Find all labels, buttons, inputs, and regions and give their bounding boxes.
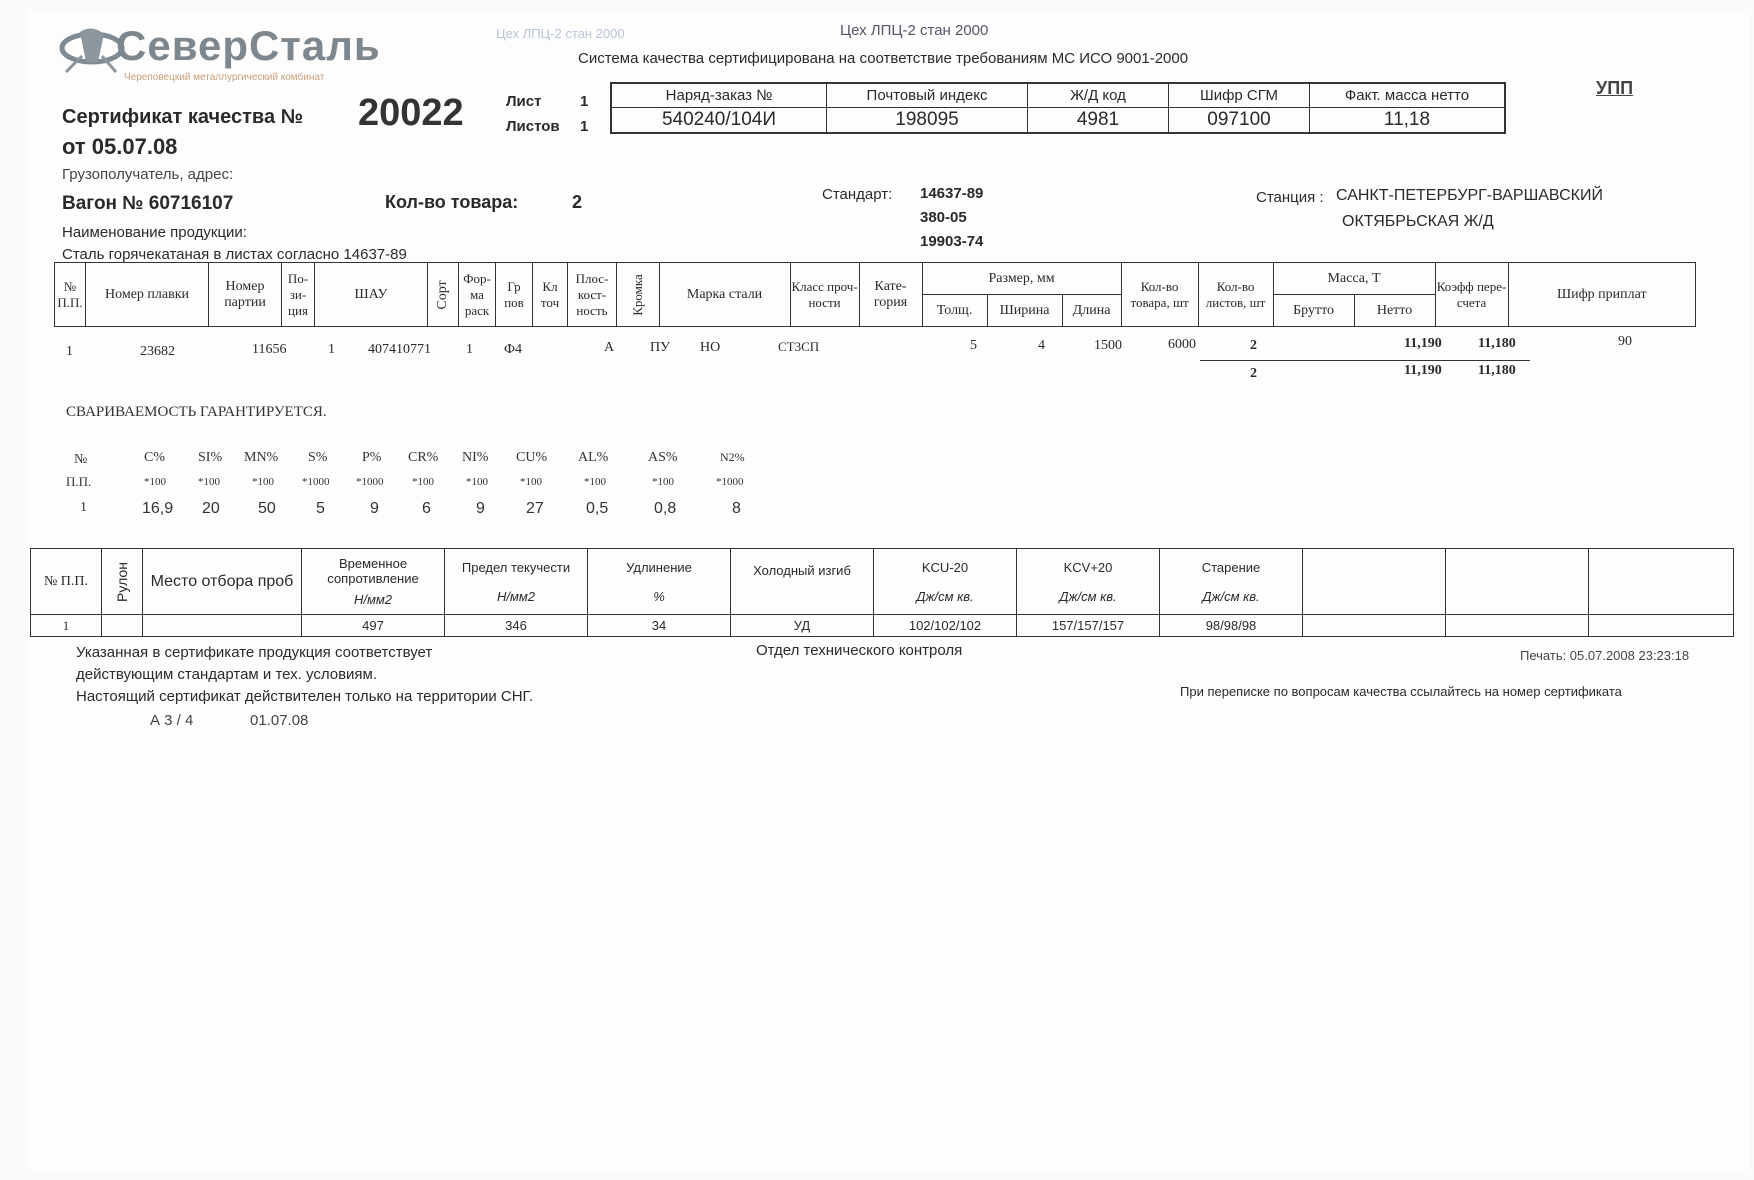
chem-cu-name: CU% xyxy=(516,450,548,465)
mech-col-elong-label: Удлинение xyxy=(626,559,692,575)
row-flatness: ПУ xyxy=(650,340,671,355)
conformity-line-2: действующим стандартам и тех. условиям. xyxy=(76,666,378,683)
rail-code-header: Ж/Д код xyxy=(1028,83,1169,107)
chem-mn-mult: *100 xyxy=(252,476,274,488)
mech-col-tensile-label: Временное сопротивление xyxy=(327,556,419,586)
chem-s-name: S% xyxy=(308,450,328,465)
row-melt: 23682 xyxy=(140,344,175,359)
sgm-code-header: Шифр СГМ xyxy=(1169,83,1310,107)
rail-code-value: 4981 xyxy=(1028,107,1169,133)
col-shau: ШАУ xyxy=(315,263,428,327)
mech-col-kcu-label: KCU-20 xyxy=(921,559,969,575)
mech-col-bend: Холодный изгиб xyxy=(731,549,874,615)
mech-col-kcu-unit: Дж/см кв. xyxy=(916,588,974,604)
col-accuracy: Кл точ xyxy=(533,263,568,327)
chem-si-val: 20 xyxy=(202,500,220,517)
chem-mn-val: 50 xyxy=(258,500,276,517)
mech-col-aging xyxy=(1160,549,1303,615)
order-number-header: Наряд-заказ № xyxy=(611,83,827,107)
mech-col-elong-unit: % xyxy=(653,588,665,604)
company-logo xyxy=(58,22,398,84)
net-mass-value: 11,18 xyxy=(1310,107,1506,133)
quality-system-note: Система качества сертифицирована на соответствие требованиям МС ИСО 9001-2000 xyxy=(578,50,1189,67)
chem-p-name: P% xyxy=(362,450,382,465)
col-grade: Марка стали xyxy=(659,263,790,327)
mech-col-place: Место отбора проб xyxy=(143,549,302,615)
chem-ni-mult: *100 xyxy=(466,476,488,488)
consignee-address-label: Грузополучатель, адрес: xyxy=(62,166,234,183)
mech-row-place xyxy=(143,615,302,637)
mech-row-empty-1 xyxy=(1303,615,1446,637)
row-shau: 407410771 xyxy=(368,342,431,357)
mech-row-yield: 346 xyxy=(445,615,588,637)
row-category: 5 xyxy=(970,338,977,353)
chem-cr-mult: *100 xyxy=(412,476,434,488)
product-table xyxy=(54,262,1696,327)
standard-3: 19903-74 xyxy=(920,233,984,250)
col-category: Кате- гория xyxy=(859,263,922,327)
railway-name: ОКТЯБРЬСКАЯ Ж/Д xyxy=(1342,213,1494,230)
col-flatness: Плос- кост- ность xyxy=(568,263,617,327)
standard-2: 380-05 xyxy=(920,209,967,226)
chem-num-label: № xyxy=(74,452,88,467)
total-gross: 11,190 xyxy=(1404,363,1442,378)
workshop-faint: Цех ЛПЦ-2 стан 2000 xyxy=(496,26,625,41)
sheet-value: 1 xyxy=(580,93,589,110)
sgm-code-value: 097100 xyxy=(1169,107,1310,133)
postal-code-header: Почтовый индекс xyxy=(827,83,1028,107)
workshop-label: Цех ЛПЦ-2 стан 2000 xyxy=(840,22,989,39)
row-net: 11,180 xyxy=(1478,336,1516,351)
chem-n2-val: 8 xyxy=(732,500,741,517)
chem-composition xyxy=(62,448,782,520)
mech-col-aging-label: Старение xyxy=(1201,559,1261,575)
row-form: Ф4 xyxy=(504,342,523,357)
col-sort-label: Сорт xyxy=(435,279,450,310)
row-length: 6000 xyxy=(1168,337,1196,352)
correspondence-note: При переписке по вопросам качества ссылайтесь на номер сертификата xyxy=(1180,684,1622,699)
chem-as-mult: *100 xyxy=(652,476,674,488)
col-group: Гр пов xyxy=(496,263,533,327)
qc-department: Отдел технического контроля xyxy=(756,642,963,659)
conformity-line-1: Указанная в сертификате продукция соответствует xyxy=(76,644,433,661)
chem-cr-name: CR% xyxy=(408,450,439,465)
mech-col-kcu xyxy=(874,549,1017,615)
mech-col-aging-unit: Дж/см кв. xyxy=(1202,588,1260,604)
chem-p-val: 9 xyxy=(370,500,379,517)
mech-col-yield-label: Предел текучести xyxy=(461,559,571,575)
upp-label: УПП xyxy=(1596,78,1634,98)
cert-label: Сертификат качества № xyxy=(62,106,303,128)
mech-col-tensile xyxy=(302,549,445,615)
mech-row-roll xyxy=(102,615,143,637)
wagon-number: Вагон № 60716107 xyxy=(62,193,234,214)
chem-cr-val: 6 xyxy=(422,500,431,517)
chem-s-val: 5 xyxy=(316,500,325,517)
sheets-value: 1 xyxy=(580,118,589,135)
row-gross: 11,190 xyxy=(1404,336,1442,351)
qty-label: Кол-во товара: xyxy=(385,192,519,212)
col-gross: Брутто xyxy=(1273,295,1354,327)
chem-mn-name: MN% xyxy=(244,450,279,465)
col-sort xyxy=(428,263,459,327)
chem-cu-mult: *100 xyxy=(520,476,542,488)
row-sort: 1 xyxy=(466,342,473,357)
qty-value: 2 xyxy=(572,192,583,212)
standard-label: Стандарт: xyxy=(822,186,893,203)
doc-code-date: 01.07.08 xyxy=(250,712,309,729)
order-info-table xyxy=(610,82,1506,134)
col-edge xyxy=(617,263,660,327)
order-number-value: 540240/104И xyxy=(611,107,827,133)
row-position: 1 xyxy=(328,342,335,357)
col-length: Длина xyxy=(1062,295,1121,327)
product-label: Наименование продукции: xyxy=(62,224,247,241)
col-code: Шифр приплат xyxy=(1508,263,1695,327)
row-code: 90 xyxy=(1618,334,1632,349)
mech-row-elong: 34 xyxy=(588,615,731,637)
sheet-label: Лист xyxy=(506,93,542,110)
net-mass-header: Факт. масса нетто xyxy=(1310,83,1506,107)
station-name: САНКТ-ПЕТЕРБУРГ-ВАРШАВСКИЙ xyxy=(1336,187,1603,204)
row-width: 1500 xyxy=(1094,338,1122,353)
col-size: Размер, мм xyxy=(922,263,1121,295)
logo-subtitle: Череповецкий металлургический комбинат xyxy=(124,72,325,83)
total-qty: 2 xyxy=(1250,366,1257,381)
chem-c-val: 16,9 xyxy=(142,500,174,517)
mechanical-table xyxy=(30,548,1734,637)
col-form: Фор- ма раск xyxy=(459,263,496,327)
sheets-label: Листов xyxy=(506,118,560,135)
mech-row-num: 1 xyxy=(31,615,102,637)
chem-al-name: AL% xyxy=(578,450,609,465)
chem-num-sub: П.П. xyxy=(66,474,92,489)
totals-row xyxy=(1200,360,1530,385)
chem-c-name: C% xyxy=(144,450,165,465)
chem-si-mult: *100 xyxy=(198,476,220,488)
chem-row-num: 1 xyxy=(80,500,87,515)
chem-ni-name: NI% xyxy=(462,450,489,465)
mech-row-kcv: 157/157/157 xyxy=(1017,615,1160,637)
chem-ni-val: 9 xyxy=(476,500,485,517)
logo-name: СеверСталь xyxy=(116,22,381,69)
station-label: Станция : xyxy=(1256,189,1324,206)
mech-col-roll xyxy=(102,549,143,615)
mech-col-empty-2 xyxy=(1446,549,1589,615)
mech-col-empty-3 xyxy=(1589,549,1734,615)
col-thickness: Толщ. xyxy=(922,295,987,327)
row-thickness: 4 xyxy=(1038,338,1045,353)
row-grade: СТ3СП xyxy=(778,339,820,354)
row-qty: 2 xyxy=(1250,338,1257,353)
row-accuracy: А xyxy=(604,340,615,355)
print-timestamp: Печать: 05.07.2008 23:23:18 xyxy=(1520,648,1690,663)
chem-s-mult: *1000 xyxy=(302,476,330,488)
chem-p-mult: *1000 xyxy=(356,476,384,488)
mech-col-yield-unit: Н/мм2 xyxy=(496,588,536,604)
mech-col-empty-1 xyxy=(1303,549,1446,615)
mech-row-empty-2 xyxy=(1446,615,1589,637)
mech-col-kcv-label: KCV+20 xyxy=(1063,559,1113,575)
mech-row-bend: УД xyxy=(731,615,874,637)
mech-col-tensile-unit: Н/мм2 xyxy=(353,592,393,607)
chem-si-name: SI% xyxy=(198,450,223,465)
weldability-note: СВАРИВАЕМОСТЬ ГАРАНТИРУЕТСЯ. xyxy=(66,404,327,420)
col-num: № П.П. xyxy=(55,263,86,327)
col-sheets: Кол-во листов, шт xyxy=(1198,263,1273,327)
mech-col-roll-label: Рулон xyxy=(114,561,130,602)
chem-as-val: 0,8 xyxy=(654,500,677,517)
chem-al-val: 0,5 xyxy=(586,500,609,517)
mech-row-kcu: 102/102/102 xyxy=(874,615,1017,637)
chem-n2-name: N2% xyxy=(720,450,745,464)
mech-col-kcv-unit: Дж/см кв. xyxy=(1059,588,1117,604)
validity-line: Настоящий сертификат действителен только на территории СНГ. xyxy=(76,688,534,705)
mech-row-tensile: 497 xyxy=(302,615,445,637)
chem-al-mult: *100 xyxy=(584,476,606,488)
row-batch: 11656 xyxy=(252,342,287,357)
standard-1: 14637-89 xyxy=(920,185,984,202)
chem-as-name: AS% xyxy=(648,450,678,465)
chem-n2-mult: *1000 xyxy=(716,476,744,488)
col-coef: Коэфф пере- счета xyxy=(1435,263,1508,327)
row-num: 1 xyxy=(66,344,73,359)
postal-code-value: 198095 xyxy=(827,107,1028,133)
mech-row-empty-3 xyxy=(1589,615,1734,637)
mech-col-kcv xyxy=(1017,549,1160,615)
chem-cu-val: 27 xyxy=(526,500,544,517)
col-qty: Кол-во товара, шт xyxy=(1121,263,1198,327)
row-edge: НО xyxy=(700,340,721,355)
mech-row-aging: 98/98/98 xyxy=(1160,615,1303,637)
col-melt: Номер плавки xyxy=(86,263,209,327)
product-name: Сталь горячекатаная в листах согласно 14637-89 xyxy=(62,246,407,263)
col-edge-label: Кромка xyxy=(629,273,645,316)
cert-date: от 05.07.08 xyxy=(62,134,178,159)
col-net: Нетто xyxy=(1354,295,1435,327)
mech-col-elong xyxy=(588,549,731,615)
col-width: Ширина xyxy=(987,295,1062,327)
col-position: По- зи- ция xyxy=(282,263,315,327)
cert-number: 20022 xyxy=(358,92,464,134)
doc-code: А 3 / 4 xyxy=(150,712,194,729)
total-net: 11,180 xyxy=(1478,363,1516,378)
mech-col-yield xyxy=(445,549,588,615)
col-batch: Номер партии xyxy=(209,263,282,327)
col-mass: Масса, Т xyxy=(1273,263,1435,295)
chem-c-mult: *100 xyxy=(144,476,166,488)
mech-col-num: № П.П. xyxy=(31,549,102,615)
col-class: Класс проч- ности xyxy=(790,263,859,327)
